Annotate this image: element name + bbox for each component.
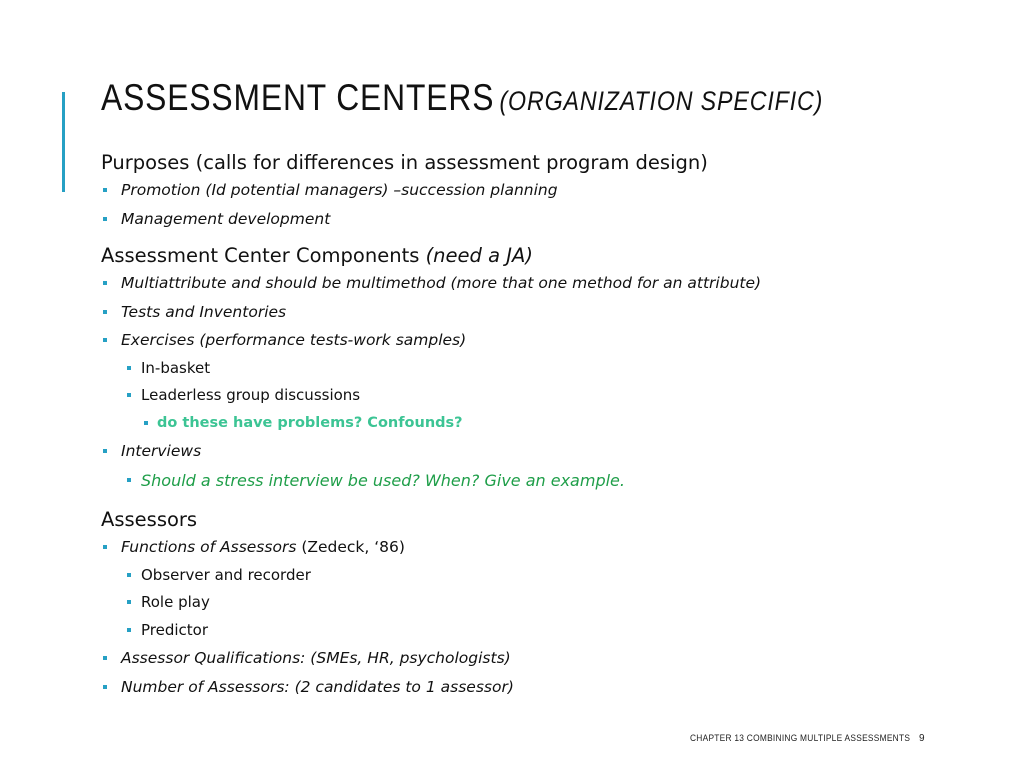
exercise-item-leaderless-group: Leaderless group discussions xyxy=(101,382,981,410)
assessors-heading: Assessors xyxy=(101,508,198,531)
title-subtitle: (ORGANIZATION SPECIFIC) xyxy=(499,86,824,116)
components-list xyxy=(101,269,981,497)
section-components xyxy=(101,243,981,497)
component-item-multiattribute: Multiattribute and should be multimethod (more that one method for an attribute) xyxy=(101,269,981,298)
component-item-interviews: Interviews xyxy=(101,437,981,466)
purposes-heading: Purposes (calls for differences in assessment program design) xyxy=(101,151,708,174)
component-item-exercises: Exercises (performance tests-work samples) xyxy=(101,326,981,355)
assessor-item-qualifications: Assessor Qualifications: (SMEs, HR, psychologists) xyxy=(101,644,981,673)
footer-chapter: CHAPTER 13 COMBINING MULTIPLE ASSESSMENTS xyxy=(690,733,911,744)
section-purposes xyxy=(101,150,981,233)
slide-content xyxy=(101,150,981,701)
purposes-list xyxy=(101,176,981,233)
functions-label: Functions of Assessors xyxy=(121,538,297,556)
assessor-item-functions xyxy=(101,533,981,562)
functions-citation: (Zedeck, ‘86) xyxy=(301,538,405,556)
purpose-item-management-development: Management development xyxy=(101,205,981,234)
components-heading-note: (need a JA) xyxy=(425,244,533,267)
function-item-role-play: Role play xyxy=(101,589,981,617)
assessor-item-number: Number of Assessors: (2 candidates to 1 assessor) xyxy=(101,673,981,702)
title-main: ASSESSMENT CENTERS xyxy=(101,77,495,118)
components-heading xyxy=(101,243,981,269)
purpose-item-promotion: Promotion (Id potential managers) –succession planning xyxy=(101,176,981,205)
components-heading-text: Assessment Center Components xyxy=(101,244,420,267)
function-item-observer: Observer and recorder xyxy=(101,562,981,590)
page-number: 9 xyxy=(919,733,925,744)
exercise-item-in-basket: In-basket xyxy=(101,355,981,383)
interviews-note: Should a stress interview be used? When? Give an example. xyxy=(101,465,981,497)
title-accent-bar xyxy=(62,92,65,192)
section-assessors xyxy=(101,507,981,701)
function-item-predictor: Predictor xyxy=(101,617,981,645)
leaderless-group-note: do these have problems? Confounds? xyxy=(101,410,981,437)
assessors-list xyxy=(101,533,981,701)
component-item-tests: Tests and Inventories xyxy=(101,298,981,327)
slide-title xyxy=(101,76,823,123)
